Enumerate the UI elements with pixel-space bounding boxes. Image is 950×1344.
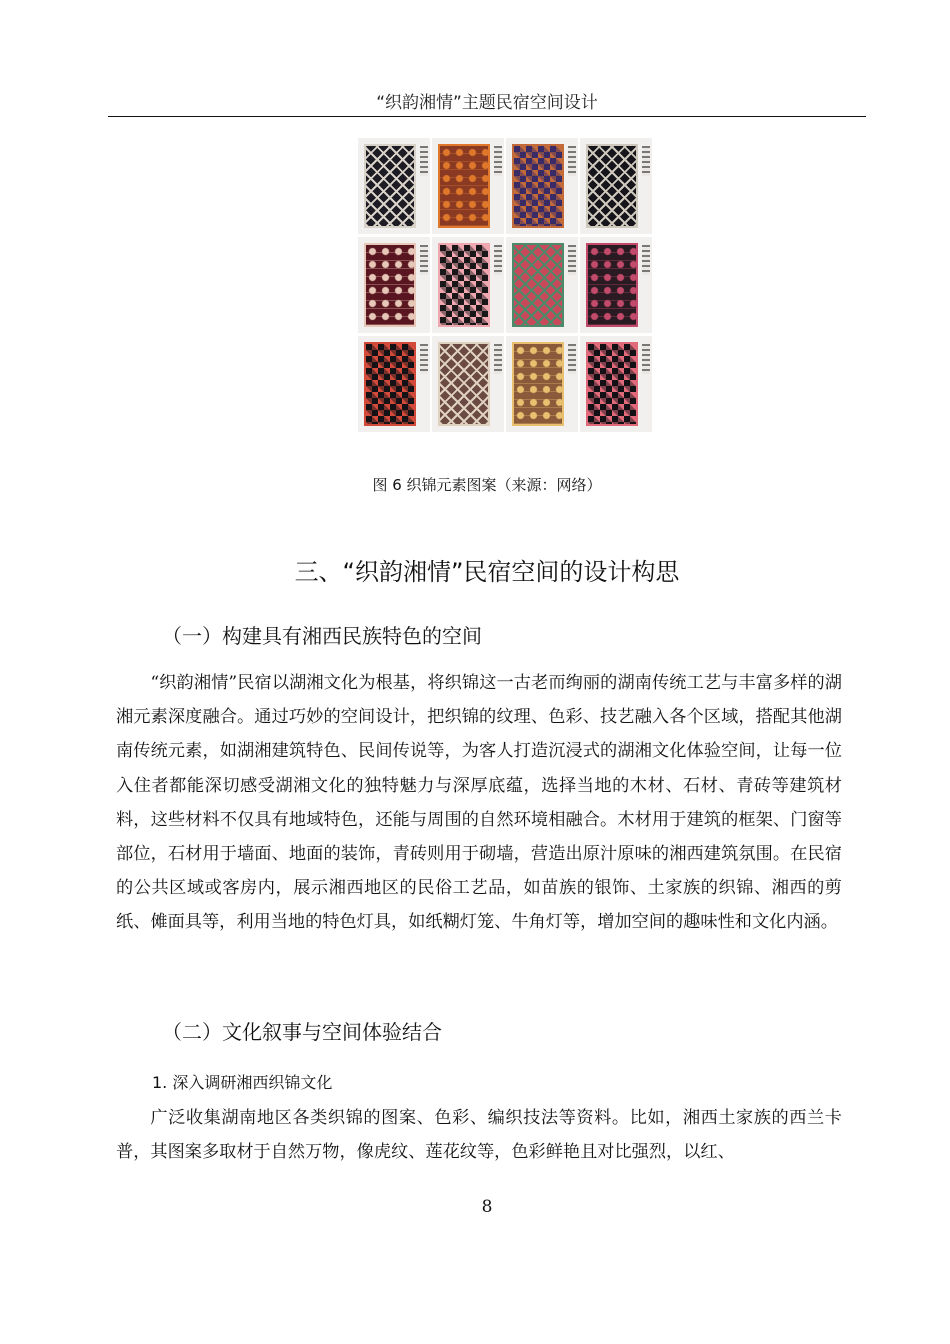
pattern-label-strip [494,344,502,374]
brocade-pattern-image [580,336,652,432]
subsection-2-paragraph: 广泛收集湖南地区各类织锦的图案、色彩、编织技法等资料。比如，湘西土家族的西兰卡普，其图案多取材于自然万物，像虎纹、莲花纹等，色彩鲜艳且对比强烈，以红、 [116,1108,842,1163]
brocade-pattern-image [432,138,504,234]
brocade-pattern-figure [358,138,654,434]
brocade-rug-swatch [438,243,490,327]
brocade-rug-swatch [364,342,416,426]
pattern-label-strip [494,146,502,176]
pattern-label-strip [420,146,428,176]
brocade-pattern-image [358,237,430,333]
brocade-pattern-image [580,138,652,234]
brocade-rug-swatch [438,342,490,426]
pattern-label-strip [642,245,650,275]
brocade-rug-swatch [586,243,638,327]
brocade-rug-swatch [364,144,416,228]
pattern-label-strip [642,344,650,374]
brocade-rug-swatch [512,342,564,426]
page-number: 8 [481,1197,493,1217]
brocade-pattern-image [432,336,504,432]
brocade-rug-swatch [438,144,490,228]
pattern-label-strip [568,146,576,176]
figure-caption: 图 6 织锦元素图案（来源：网络） [372,476,602,494]
brocade-pattern-image [432,237,504,333]
item-1-title: 1. 深入调研湘西织锦文化 [152,1073,333,1092]
pattern-label-strip [642,146,650,176]
pattern-label-strip [568,344,576,374]
brocade-pattern-image [580,237,652,333]
pattern-label-strip [420,245,428,275]
running-header: “织韵湘情”主题民宿空间设计 [376,93,598,113]
subsection-1-title: （一）构建具有湘西民族特色的空间 [162,624,482,648]
brocade-rug-swatch [364,243,416,327]
pattern-label-strip [568,245,576,275]
header-rule [108,116,866,117]
brocade-pattern-image [358,138,430,234]
pattern-label-strip [494,245,502,275]
pattern-label-strip [420,344,428,374]
brocade-pattern-image [506,237,578,333]
section-title: 三、“织韵湘情”民宿空间的设计构思 [294,558,680,586]
brocade-pattern-image [506,336,578,432]
brocade-pattern-image [506,138,578,234]
brocade-rug-swatch [586,144,638,228]
brocade-rug-swatch [512,243,564,327]
subsection-1-paragraph: “织韵湘情”民宿以湖湘文化为根基，将织锦这一古老而绚丽的湖南传统工艺与丰富多样的湖湘元素深度融合。通过巧妙的空间设计，把织锦的纹理、色彩、技艺融入各个区域，搭配其他湖南传统元素，如湖湘建筑特色、民间传说等，为客人打造沉浸式的湖湘文化体验空间，让每一位入住者都能深切感受湖湘文化的独特魅力与深厚底蕴，选择当地的木材、石材、青砖等建筑材料，这些材料不仅具有地域特色，还能与周围的自然环境相融合。木材用于建筑的框架、门窗等部位，石材用于墙面、地面的装饰，青砖则用于砌墙，营造出原汁原味的湘西建筑氛围。在民宿的公共区域或客房内，展示湘西地区的民俗工艺品，如苗族的银饰、土家族的织锦、湘西的剪纸、傩面具等，利用当地的特色灯具，如纸糊灯笼、牛角灯等，增加空间的趣味性和文化内涵。 [116,673,842,933]
brocade-rug-swatch [586,342,638,426]
brocade-pattern-image [358,336,430,432]
brocade-rug-swatch [512,144,564,228]
subsection-2-title: （二）文化叙事与空间体验结合 [162,1020,442,1044]
